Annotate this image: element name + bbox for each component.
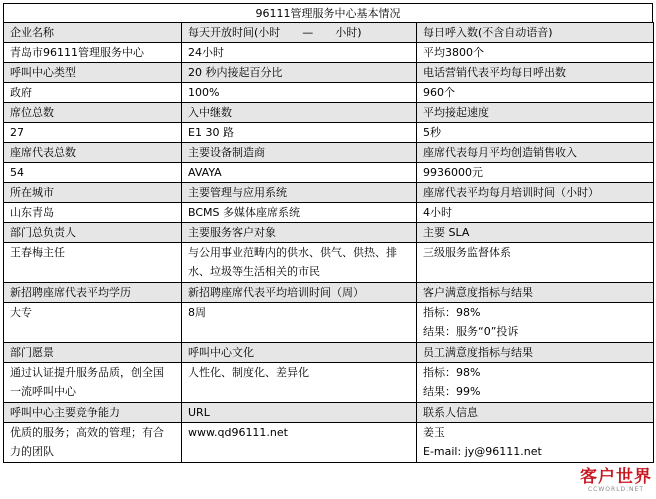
cell-text: 水、垃圾等生活相关的市民 (188, 265, 320, 278)
header-cell (182, 103, 417, 123)
header-cell (417, 183, 654, 203)
cell-text: 入中继数 (188, 106, 232, 119)
cell-text: 呼叫中心类型 (10, 66, 76, 79)
header-cell (417, 343, 654, 363)
cell-text: 结果：服务“0”投诉 (423, 325, 519, 338)
value-cell (4, 43, 182, 63)
value-cell (182, 303, 417, 343)
table-header-row (4, 403, 654, 423)
cell-text: 座席代表每月平均创造销售收入 (423, 146, 577, 159)
cell-text: 5秒 (423, 126, 441, 139)
cell-text: 主要服务客户对象 (188, 226, 276, 239)
table-title (3, 3, 653, 23)
table-row (4, 123, 654, 143)
table-header-row (4, 143, 654, 163)
cell-text: URL (188, 406, 210, 419)
cell-text: 每日呼入数(不含自动语音) (423, 26, 553, 39)
cell-text: 座席代表总数 (10, 146, 76, 159)
value-cell (182, 203, 417, 223)
value-cell (4, 243, 182, 283)
cell-text: www.qd96111.net (188, 426, 288, 439)
value-cell (4, 163, 182, 183)
cell-text: 平均3800个 (423, 46, 484, 59)
cell-text: 新招聘座席代表平均培训时间（周） (188, 286, 364, 299)
header-cell (417, 403, 654, 423)
table-row (4, 83, 654, 103)
table-row (4, 203, 654, 223)
value-cell (182, 163, 417, 183)
cell-text: 9936000元 (423, 166, 483, 179)
watermark-subtext: CCWORLD.NET (587, 486, 645, 493)
table-header-row (4, 283, 654, 303)
header-cell (417, 223, 654, 243)
value-cell (417, 43, 654, 63)
cell-text: BCMS 多媒体座席系统 (188, 206, 301, 219)
cell-text: 席位总数 (10, 106, 54, 119)
value-cell (182, 43, 417, 63)
value-cell (417, 203, 654, 223)
cell-text: 27 (10, 126, 24, 139)
cell-text: 部门总负责人 (10, 226, 76, 239)
cell-text: 三级服务监督体系 (423, 246, 511, 259)
value-cell (4, 123, 182, 143)
header-cell (4, 23, 182, 43)
header-cell (417, 283, 654, 303)
cell-text: 54 (10, 166, 24, 179)
cell-text: 100% (188, 86, 220, 99)
header-cell (4, 103, 182, 123)
table-row (4, 363, 654, 403)
value-cell (417, 163, 654, 183)
cell-text: 一流呼叫中心 (10, 385, 76, 398)
table-header-row (4, 23, 654, 43)
watermark-text: 客户世界 (580, 467, 652, 487)
table-header-row (4, 103, 654, 123)
table-header-row (4, 343, 654, 363)
cell-text: 优质的服务；高效的管理；有合 (10, 426, 164, 439)
cell-text: 与公用事业范畴内的供水、供气、供热、排 (188, 246, 397, 259)
cell-text: 主要管理与应用系统 (188, 186, 287, 199)
cell-text: 主要设备制造商 (188, 146, 265, 159)
header-cell (182, 143, 417, 163)
cell-text: 青岛市96111管理服务中心 (10, 46, 144, 59)
cell-text: 指标：98% (423, 366, 481, 379)
cell-text: 所在城市 (10, 186, 54, 199)
header-cell (182, 23, 417, 43)
cell-text: 王春梅主任 (10, 246, 65, 259)
watermark-logo (580, 468, 652, 493)
value-cell (182, 123, 417, 143)
table-row (4, 43, 654, 63)
table-row (4, 163, 654, 183)
value-cell (4, 83, 182, 103)
cell-text: E1 30 路 (188, 126, 234, 139)
header-cell (182, 343, 417, 363)
header-cell (4, 63, 182, 83)
cell-text: 呼叫中心主要竞争能力 (10, 406, 120, 419)
cell-text: 座席代表平均每月培训时间（小时） (423, 186, 599, 199)
header-cell (4, 143, 182, 163)
header-cell (182, 283, 417, 303)
value-cell (4, 363, 182, 403)
table-row (4, 303, 654, 343)
header-cell (182, 223, 417, 243)
table-header-row (4, 63, 654, 83)
cell-text: 客户满意度指标与结果 (423, 286, 533, 299)
cell-text: 呼叫中心文化 (188, 346, 254, 359)
cell-text: 部门愿景 (10, 346, 54, 359)
header-cell (182, 63, 417, 83)
table-header-row (4, 223, 654, 243)
value-cell (182, 363, 417, 403)
cell-text: 力的团队 (10, 445, 54, 458)
table-header-row (4, 183, 654, 203)
cell-text: E-mail: jy@96111.net (423, 445, 542, 458)
cell-text: 通过认证提升服务品质，创全国 (10, 366, 164, 379)
value-cell (182, 423, 417, 463)
cell-text: 24小时 (188, 46, 224, 59)
cell-text: 企业名称 (10, 26, 54, 39)
header-cell (4, 283, 182, 303)
cell-text: 联系人信息 (423, 406, 478, 419)
header-cell (182, 183, 417, 203)
cell-text: 姜玉 (423, 426, 445, 439)
cell-text: 20 秒内接起百分比 (188, 66, 283, 79)
table-title-text: 96111管理服务中心基本情况 (255, 7, 401, 20)
header-cell (182, 403, 417, 423)
value-cell (417, 303, 654, 343)
table-row (4, 243, 654, 283)
value-cell (182, 243, 417, 283)
header-cell (417, 23, 654, 43)
cell-text: 大专 (10, 306, 32, 319)
cell-text: 每天开放时间(小时 — 小时) (188, 26, 362, 39)
cell-text: 政府 (10, 86, 32, 99)
cell-text: 电话营销代表平均每日呼出数 (423, 66, 566, 79)
cell-text: 人性化、制度化、差异化 (188, 366, 309, 379)
header-cell (417, 143, 654, 163)
value-cell (4, 203, 182, 223)
cell-text: 结果：99% (423, 385, 481, 398)
cell-text: 山东青岛 (10, 206, 54, 219)
info-table-body (4, 23, 654, 463)
cell-text: 4小时 (423, 206, 452, 219)
cell-text: 平均接起速度 (423, 106, 489, 119)
cell-text: AVAYA (188, 166, 222, 179)
header-cell (4, 343, 182, 363)
value-cell (417, 423, 654, 463)
header-cell (4, 183, 182, 203)
header-cell (4, 403, 182, 423)
value-cell (417, 243, 654, 283)
cell-text: 主要 SLA (423, 226, 470, 239)
value-cell (4, 423, 182, 463)
cell-text: 指标：98% (423, 306, 481, 319)
header-cell (4, 223, 182, 243)
cell-text: 960个 (423, 86, 455, 99)
header-cell (417, 103, 654, 123)
cell-text: 新招聘座席代表平均学历 (10, 286, 131, 299)
value-cell (417, 363, 654, 403)
header-cell (417, 63, 654, 83)
info-table (3, 22, 654, 463)
value-cell (4, 303, 182, 343)
value-cell (182, 83, 417, 103)
table-row (4, 423, 654, 463)
value-cell (417, 123, 654, 143)
cell-text: 8周 (188, 306, 206, 319)
cell-text: 员工满意度指标与结果 (423, 346, 533, 359)
value-cell (417, 83, 654, 103)
